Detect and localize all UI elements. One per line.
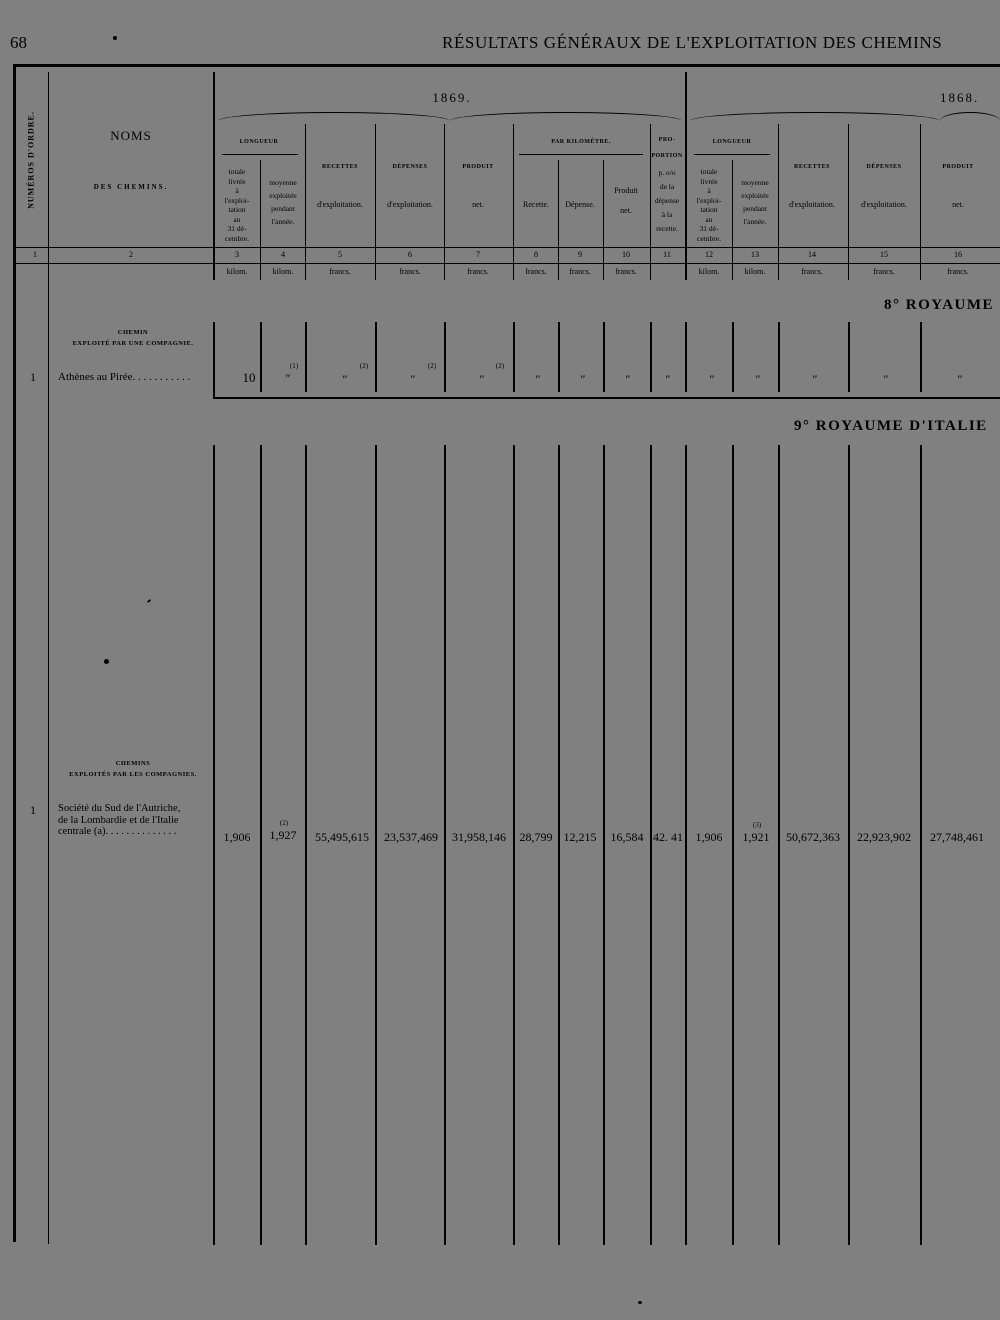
grece-rule-n bbox=[920, 322, 922, 392]
unit-10: francs. bbox=[615, 267, 637, 276]
italie-rule-j bbox=[685, 445, 687, 1245]
col-num-2: 2 bbox=[129, 250, 133, 259]
italie-rule-b bbox=[260, 445, 262, 1245]
italie-rule-n bbox=[920, 445, 922, 1245]
grece-v7: ″ bbox=[479, 372, 485, 386]
col-num-1: 1 bbox=[33, 250, 37, 259]
recettes-1869: RECETTES bbox=[321, 164, 359, 170]
grece-v13: ″ bbox=[755, 372, 761, 386]
unit-12: kilom. bbox=[698, 267, 720, 276]
col-num-9: 9 bbox=[578, 250, 582, 259]
totale-livree-1869: totale livrée à l'exploi- tation au 31 dé- cembre. bbox=[224, 167, 250, 243]
italie-v11: 42. 41 bbox=[653, 830, 683, 844]
col-rule-14 bbox=[778, 124, 779, 280]
italie-v14: 50,672,363 bbox=[786, 830, 840, 844]
grece-v4: ″ bbox=[285, 371, 291, 385]
italie-v5: 55,495,615 bbox=[315, 830, 369, 844]
running-title: RÉSULTATS GÉNÉRAUX DE L'EXPLOITATION DES CHEMINS bbox=[442, 33, 943, 52]
italie-v3: 1,906 bbox=[223, 830, 251, 844]
grece-note-4: (2) bbox=[495, 362, 505, 370]
brace-1869-left bbox=[218, 112, 450, 121]
units-rule bbox=[14, 263, 1000, 264]
col-rule-9 bbox=[558, 160, 559, 280]
italie-v6: 23,537,469 bbox=[384, 830, 438, 844]
noms-label: NOMS bbox=[110, 128, 152, 143]
italie-row-name: Société du Sud de l'Autriche, de la Lombardie et de l'Italie centrale (a). . . . . . . . . . . . . . bbox=[58, 803, 181, 837]
grece-v16: ″ bbox=[957, 372, 963, 386]
proportion-1869: PRO- PORTION bbox=[651, 137, 683, 159]
italie-rule-h bbox=[603, 445, 605, 1245]
unit-5: francs. bbox=[329, 267, 351, 276]
depense-9: Dépense. bbox=[565, 200, 595, 209]
grece-v10: ″ bbox=[625, 372, 631, 386]
totale-livree-1868: totale livrée à l'exploi- tation au 31 dé- cembre. bbox=[696, 167, 722, 243]
depenses-1868: DÉPENSES bbox=[866, 164, 902, 170]
italie-row-number: 1 bbox=[30, 803, 36, 817]
italie-rule-a bbox=[213, 445, 215, 1245]
d-exploitation-5: d'exploitation. bbox=[317, 200, 363, 209]
col-num-3: 3 bbox=[235, 250, 239, 259]
depenses-1869: DÉPENSES bbox=[392, 164, 428, 170]
grece-bottom-rule bbox=[213, 397, 1000, 399]
col-rule-7 bbox=[444, 124, 445, 280]
italie-v8: 28,799 bbox=[519, 830, 553, 844]
col-num-13: 13 bbox=[751, 250, 759, 259]
col-rule-5 bbox=[305, 124, 306, 280]
year-1868: 1868. bbox=[940, 90, 980, 105]
italie-v16: 27,748,461 bbox=[930, 830, 984, 844]
grece-v5: ″ bbox=[342, 372, 348, 386]
italie-v13: 1,921 bbox=[742, 830, 770, 844]
brace-1869-right bbox=[450, 112, 682, 121]
brace-1868-right bbox=[940, 112, 1000, 121]
grece-rule-e bbox=[444, 322, 446, 392]
net-7: net. bbox=[472, 200, 484, 209]
italie-v4: 1,927 bbox=[269, 828, 297, 842]
col-rule-16 bbox=[920, 124, 921, 280]
grece-note-1: (1) bbox=[289, 362, 299, 370]
unit-15: francs. bbox=[873, 267, 895, 276]
group-label-grece: CHEMIN EXPLOITÉ PAR UNE COMPAGNIE. bbox=[72, 329, 194, 347]
italie-rule-k bbox=[732, 445, 734, 1245]
italie-v7: 31,958,146 bbox=[452, 830, 506, 844]
unit-13: kilom. bbox=[744, 267, 766, 276]
table-top-rule bbox=[14, 64, 1000, 67]
col-rule-4 bbox=[260, 160, 261, 280]
produit-1868: PRODUIT bbox=[942, 164, 974, 170]
ink-speck bbox=[104, 659, 109, 664]
ink-speck bbox=[638, 1301, 642, 1304]
grece-rule-j bbox=[685, 322, 687, 392]
grece-v11: ″ bbox=[665, 372, 671, 386]
grece-rule-g bbox=[558, 322, 560, 392]
italie-v15: 22,923,902 bbox=[857, 830, 911, 844]
grece-v12: ″ bbox=[709, 372, 715, 386]
col-num-12: 12 bbox=[705, 250, 713, 259]
italie-rule-e bbox=[444, 445, 446, 1245]
unit-6: francs. bbox=[399, 267, 421, 276]
italie-rule-f bbox=[513, 445, 515, 1245]
produit-net-10: Produit net. bbox=[614, 186, 638, 215]
col-num-10: 10 bbox=[622, 250, 630, 259]
col-num-4: 4 bbox=[281, 250, 285, 259]
unit-4: kilom. bbox=[272, 267, 294, 276]
longueur-1869: LONGUEUR bbox=[239, 139, 279, 145]
group-label-italie: CHEMINS EXPLOITÉS PAR LES COMPAGNIES. bbox=[69, 760, 197, 778]
unit-7: francs. bbox=[467, 267, 489, 276]
p-cent-11: p. o/o de la dépense à la recette. bbox=[654, 168, 680, 233]
grece-rule-l bbox=[778, 322, 780, 392]
d-exploitation-15: d'exploitation. bbox=[861, 200, 907, 209]
year-1869: 1869. bbox=[432, 90, 472, 105]
ordre-label: NUMÉROS D'ORDRE. bbox=[26, 111, 36, 209]
section-title-grece: 8° ROYAUME bbox=[884, 297, 995, 313]
unit-9: francs. bbox=[569, 267, 591, 276]
grece-rule-k bbox=[732, 322, 734, 392]
d-exploitation-14: d'exploitation. bbox=[789, 200, 835, 209]
grece-rule-m bbox=[848, 322, 850, 392]
moyenne-exploitee-1868: moyenne exploitée pendant l'année. bbox=[741, 178, 769, 226]
longueur-1868: LONGUEUR bbox=[712, 139, 752, 145]
grece-note-2: (2) bbox=[359, 362, 369, 370]
italie-rule-m bbox=[848, 445, 850, 1245]
italie-note-2: (2) bbox=[279, 819, 289, 827]
brace-1868-left bbox=[690, 112, 940, 121]
net-16: net. bbox=[952, 200, 964, 209]
col-rule-13 bbox=[732, 160, 733, 280]
moyenne-exploitee-1869: moyenne exploitée pendant l'année. bbox=[269, 178, 297, 226]
table-left-rule bbox=[13, 64, 16, 1242]
grece-note-3: (2) bbox=[427, 362, 437, 370]
italie-v9: 12,215 bbox=[563, 830, 597, 844]
unit-8: francs. bbox=[525, 267, 547, 276]
grece-row-number: 1 bbox=[30, 370, 36, 384]
italie-v10: 16,584 bbox=[610, 830, 644, 844]
col-num-5: 5 bbox=[338, 250, 342, 259]
section-title-italie: 9° ROYAUME D'ITALIE bbox=[794, 418, 988, 434]
grece-v3: 10 bbox=[242, 370, 256, 385]
col-num-6: 6 bbox=[408, 250, 412, 259]
col-rule-8 bbox=[513, 124, 514, 280]
grece-v15: ″ bbox=[883, 372, 889, 386]
col-number-rule bbox=[14, 247, 1000, 248]
unit-3: kilom. bbox=[226, 267, 248, 276]
grece-rule-c bbox=[305, 322, 307, 392]
grece-rule-d bbox=[375, 322, 377, 392]
grece-rule-f bbox=[513, 322, 515, 392]
longueur-1868-brace bbox=[694, 154, 770, 155]
italie-rule-g bbox=[558, 445, 560, 1245]
grece-v14: ″ bbox=[812, 372, 818, 386]
ink-speck bbox=[113, 36, 117, 40]
col-rule-1869-1868 bbox=[685, 72, 687, 280]
col-num-16: 16 bbox=[954, 250, 962, 259]
recette-8: Recette. bbox=[523, 200, 549, 209]
unit-16: francs. bbox=[947, 267, 969, 276]
col-num-11: 11 bbox=[663, 250, 671, 259]
col-num-15: 15 bbox=[880, 250, 888, 259]
grece-rule-i bbox=[650, 322, 652, 392]
d-exploitation-6: d'exploitation. bbox=[387, 200, 433, 209]
italie-rule-l bbox=[778, 445, 780, 1245]
italie-rule-d bbox=[375, 445, 377, 1245]
italie-rule-i bbox=[650, 445, 652, 1245]
grece-v8: ″ bbox=[535, 372, 541, 386]
produit-1869: PRODUIT bbox=[462, 164, 494, 170]
italie-rule-c bbox=[305, 445, 307, 1245]
col-num-7: 7 bbox=[476, 250, 480, 259]
italie-v12: 1,906 bbox=[695, 830, 723, 844]
italie-note-3: (3) bbox=[752, 821, 762, 829]
col-rule-6 bbox=[375, 124, 376, 280]
grece-rule-a bbox=[213, 322, 215, 398]
par-kilometre-brace bbox=[519, 154, 643, 155]
col-num-14: 14 bbox=[808, 250, 816, 259]
page-number: 68 bbox=[10, 33, 27, 52]
par-kilometre-1869: PAR KILOMÈTRE. bbox=[551, 139, 611, 145]
grece-rule-h bbox=[603, 322, 605, 392]
grece-rule-b bbox=[260, 322, 262, 392]
des-chemins-label: DES CHEMINS. bbox=[93, 183, 169, 191]
grece-row-name: Athènes au Pirée. . . . . . . . . . . bbox=[58, 371, 191, 383]
col-num-8: 8 bbox=[534, 250, 538, 259]
col-rule-10 bbox=[603, 160, 604, 280]
grece-v6: ″ bbox=[410, 372, 416, 386]
grece-v9: ″ bbox=[580, 372, 586, 386]
ink-speck bbox=[147, 599, 151, 603]
recettes-1868: RECETTES bbox=[793, 164, 831, 170]
col-rule-noms bbox=[213, 72, 215, 280]
col-rule-15 bbox=[848, 124, 849, 280]
longueur-1869-brace bbox=[222, 154, 298, 155]
unit-14: francs. bbox=[801, 267, 823, 276]
